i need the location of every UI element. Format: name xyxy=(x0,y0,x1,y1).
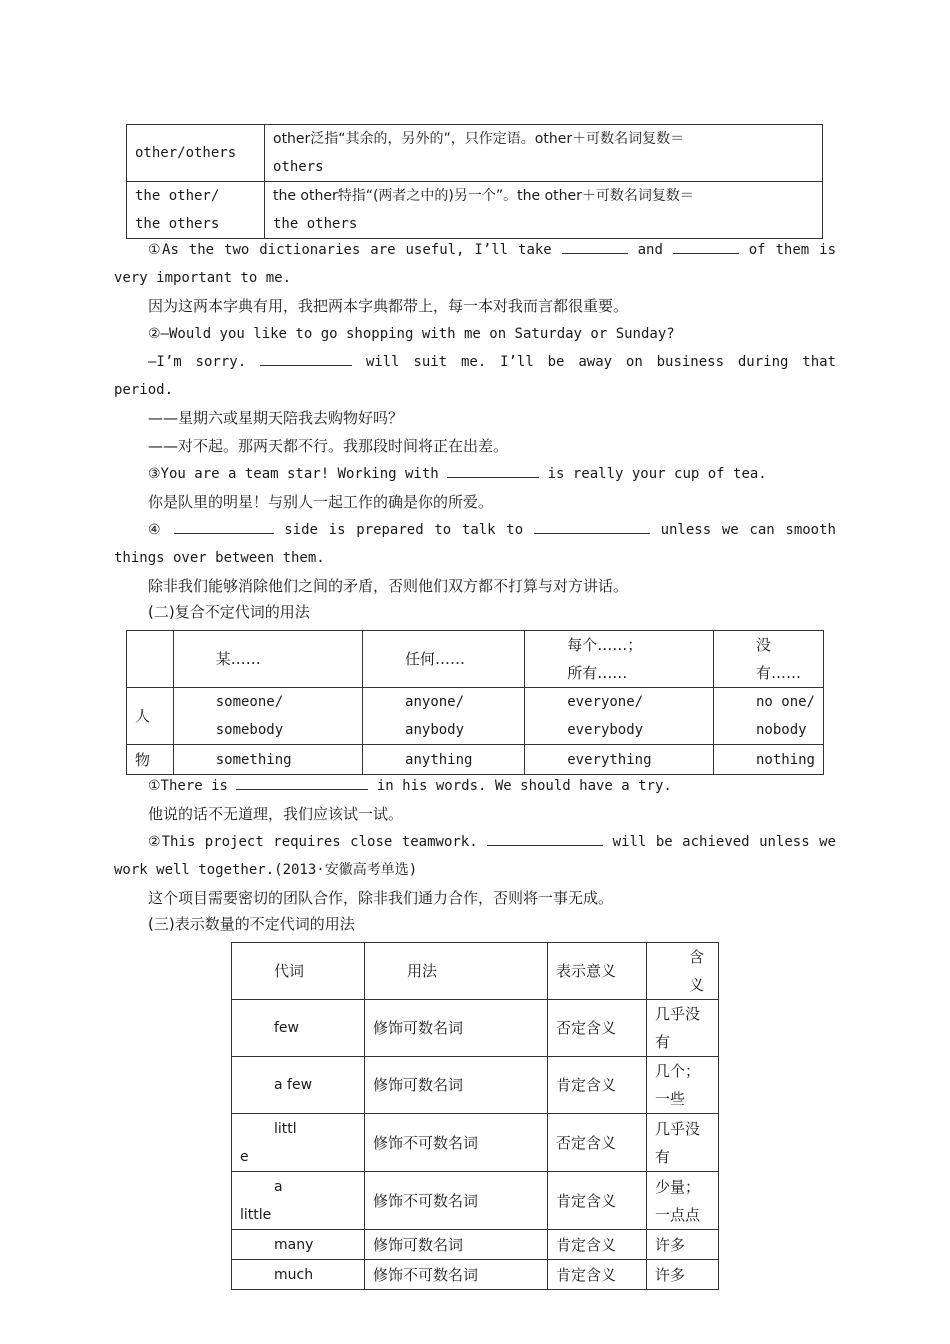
pronoun-cell: everyone/ everybody xyxy=(525,688,714,745)
meaning-cell: 否定含义 xyxy=(548,1000,647,1057)
usage-cell: 修饰可数名词 xyxy=(365,1230,548,1260)
word-cell: much xyxy=(232,1260,365,1290)
ex1-q2-line2: —I’m sorry. will suit me. I’ll be away on business during that xyxy=(148,348,836,376)
word-cell: many xyxy=(232,1230,365,1260)
header-cell: 每个……； 所有…… xyxy=(525,631,714,688)
pronoun-cell: anyone/ anybody xyxy=(363,688,525,745)
pronoun-cell: something xyxy=(173,745,362,775)
usage-cell: 修饰可数名词 xyxy=(365,1000,548,1057)
meaning-cell: 肯定含义 xyxy=(548,1057,647,1114)
ex1-q2-line3: period. xyxy=(114,382,174,398)
ex1-q4-line1: ④ side is prepared to talk to unless we can smooth xyxy=(148,516,836,544)
term-cell: other/others xyxy=(127,125,265,182)
word-cell: a little xyxy=(232,1172,365,1230)
row-label-thing: 物 xyxy=(127,745,174,775)
desc-cell: other泛指“其余的，另外的”，只作定语。other＋可数名词复数＝ others xyxy=(265,125,823,182)
usage-cell: 修饰不可数名词 xyxy=(365,1172,548,1230)
pronoun-cell: nothing xyxy=(713,745,823,775)
usage-cell: 修饰可数名词 xyxy=(365,1057,548,1114)
sense-cell: 几乎没有 xyxy=(647,1000,719,1057)
term-cell: the other/ the others xyxy=(127,182,265,239)
header-cell: 用法 xyxy=(365,943,548,1000)
pronoun-cell: everything xyxy=(525,745,714,775)
header-cell: 代词 xyxy=(232,943,365,1000)
usage-cell: 修饰不可数名词 xyxy=(365,1114,548,1172)
header-cell: 表示意义 xyxy=(548,943,647,1000)
ex2-q1-line1: ①There is in his words. We should have a try. xyxy=(148,772,672,800)
header-cell: 任何…… xyxy=(363,631,525,688)
ex1-q2-translation2: ——对不起。那两天都不行。我那段时间将正在出差。 xyxy=(148,437,509,455)
usage-cell: 修饰不可数名词 xyxy=(365,1260,548,1290)
ex1-q2-translation1: ——星期六或星期天陪我去购物好吗？ xyxy=(148,409,404,427)
word-cell: littl e xyxy=(232,1114,365,1172)
meaning-cell: 肯定含义 xyxy=(548,1230,647,1260)
ex1-q1-translation: 因为这两本字典有用，我把两本字典都带上，每一本对我而言都很重要。 xyxy=(148,297,629,315)
section3-heading: (三)表示数量的不定代词的用法 xyxy=(148,915,355,933)
ex2-q1-translation: 他说的话不无道理，我们应该试一试。 xyxy=(148,805,404,823)
corner-cell xyxy=(127,631,174,688)
quantity-pronoun-table xyxy=(231,942,719,1290)
meaning-cell: 肯定含义 xyxy=(548,1260,647,1290)
sense-cell: 几个；一些 xyxy=(647,1057,719,1114)
meaning-cell: 否定含义 xyxy=(548,1114,647,1172)
sense-cell: 少量；一点点 xyxy=(647,1172,719,1230)
ex1-q4-line2: things over between them. xyxy=(114,550,325,566)
pronoun-cell: someone/ somebody xyxy=(173,688,362,745)
ex2-q2-line1: ②This project requires close teamwork. will be achieved unless we xyxy=(148,828,836,856)
row-label-person: 人 xyxy=(127,688,174,745)
word-cell: few xyxy=(232,1000,365,1057)
sense-cell: 许多 xyxy=(647,1230,719,1260)
header-cell: 含义 xyxy=(647,943,719,1000)
ex1-q3-translation: 你是队里的明星！与别人一起工作的确是你的所爱。 xyxy=(148,493,494,511)
header-cell: 没有…… xyxy=(713,631,823,688)
word-cell: a few xyxy=(232,1057,365,1114)
ex2-q2-translation: 这个项目需要密切的团队合作，除非我们通力合作，否则将一事无成。 xyxy=(148,889,614,907)
ex1-q3-line1: ③You are a team star! Working with is really your cup of tea. xyxy=(148,460,767,488)
ex1-q4-translation: 除非我们能够消除他们之间的矛盾，否则他们双方都不打算与对方讲话。 xyxy=(148,577,629,595)
ex1-q1-line2: very important to me. xyxy=(114,270,292,286)
section2-heading: (二)复合不定代词的用法 xyxy=(148,603,310,621)
ex1-q2-line1: ②—Would you like to go shopping with me on Saturday or Sunday? xyxy=(148,326,675,342)
ex1-q1-line1: ①As the two dictionaries are useful, I’ll take and of them is xyxy=(148,236,836,264)
ex2-q2-line2: work well together.(2013·安徽高考单选) xyxy=(114,862,418,878)
other-others-table xyxy=(126,124,823,239)
sense-cell: 几乎没有 xyxy=(647,1114,719,1172)
desc-cell: the other特指“(两者之中的)另一个”。the other＋可数名词复数＝ the others xyxy=(265,182,823,239)
pronoun-cell: no one/ nobody xyxy=(713,688,823,745)
sense-cell: 许多 xyxy=(647,1260,719,1290)
pronoun-cell: anything xyxy=(363,745,525,775)
compound-pronoun-table xyxy=(126,630,824,775)
meaning-cell: 肯定含义 xyxy=(548,1172,647,1230)
header-cell: 某…… xyxy=(173,631,362,688)
